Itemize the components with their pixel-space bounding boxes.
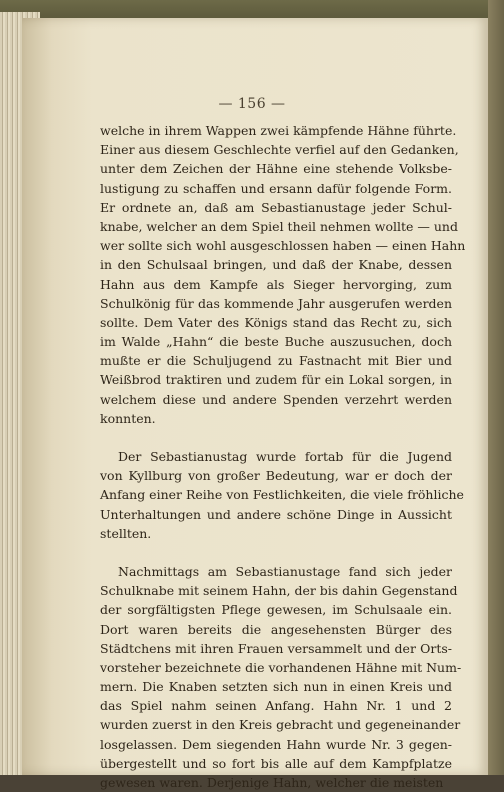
text-line: übergestellt und so fort bis alle auf dem Kampfplatze	[100, 755, 452, 771]
text-line: wurden zuerst in den Kreis gebracht und gegeneinander	[100, 717, 461, 733]
text-line: konnten.	[100, 410, 156, 426]
text-line: im Walde „Hahn“ die beste Buche auszusuchen, doch	[100, 334, 452, 350]
text-line: mußte er die Schuljugend zu Fastnacht mit Bier und	[100, 353, 452, 369]
text-line: lustigung zu schaffen und ersann dafür folgende Form.	[100, 180, 452, 196]
text-line: mern. Die Knaben setzten sich nun in einen Kreis und	[100, 679, 452, 695]
text-line: in den Schulsaal bringen, und daß der Knabe, dessen	[100, 257, 452, 273]
binding-edge	[488, 0, 504, 775]
text-line: Nachmittags am Sebastianustage fand sich jeder	[118, 563, 452, 579]
text-line: Weißbrod traktiren und zudem für ein Lokal sorgen, in	[100, 372, 452, 388]
text-line: welchem diese und andere Spenden verzehrt werden	[100, 391, 452, 407]
text-line: sollte. Dem Vater des Königs stand das Recht zu, sich	[100, 314, 452, 330]
body-text	[100, 121, 466, 792]
text-line: der sorgfältigsten Pflege gewesen, im Schulsaale ein.	[100, 602, 452, 618]
page-number: — 156 —	[218, 96, 286, 112]
text-line: Der Sebastianustag wurde fortab für die Jugend	[118, 449, 452, 464]
text-line: unter dem Zeichen der Hähne eine stehende Volksbe-	[100, 161, 452, 177]
text-line: Hahn aus dem Kampfe als Sieger hervorging, zum	[100, 276, 452, 292]
paragraph	[100, 562, 462, 792]
text-line: wer sollte sich wohl ausgeschlossen haben — einen Hahn	[100, 238, 466, 254]
text-line: Einer aus diesem Geschlechte verfiel auf den Gedanken,	[100, 142, 459, 158]
text-line: Städtchens mit ihren Frauen versammelt und der Orts-	[100, 640, 452, 656]
text-line: stellten.	[100, 525, 152, 541]
paragraph	[100, 447, 464, 543]
text-line: Anfang einer Reihe von Festlichkeiten, die viele fröhliche	[100, 487, 464, 503]
paragraph	[100, 121, 466, 428]
text-line: Er ordnete an, daß am Sebastianustage jeder Schul-	[100, 199, 452, 215]
text-line: Unterhaltungen und andere schöne Dinge in Aussicht	[100, 506, 452, 522]
text-line: Schulkönig für das kommende Jahr ausgerufen werden	[100, 295, 452, 311]
text-line: welche in ihrem Wappen zwei kämpfende Hähne führte.	[100, 123, 457, 138]
text-line: Dort waren bereits die angesehensten Bürger des	[100, 621, 452, 637]
text-line: vorsteher bezeichnete die vorhandenen Hähne mit Num-	[100, 659, 462, 675]
text-line: Schulknabe mit seinem Hahn, der bis dahin Gegenstand	[100, 583, 458, 599]
text-line: knabe, welcher an dem Spiel theil nehmen wollte — und	[100, 218, 458, 234]
text-line: losgelassen. Dem siegenden Hahn wurde Nr. 3 gegen-	[100, 736, 452, 752]
text-line: das Spiel nahm seinen Anfang. Hahn Nr. 1 und 2	[100, 698, 452, 714]
text-line: von Kyllburg von großer Bedeutung, war er doch der	[100, 468, 452, 484]
text-line: gewesen waren. Derjenige Hahn, welcher die meisten	[100, 775, 444, 790]
